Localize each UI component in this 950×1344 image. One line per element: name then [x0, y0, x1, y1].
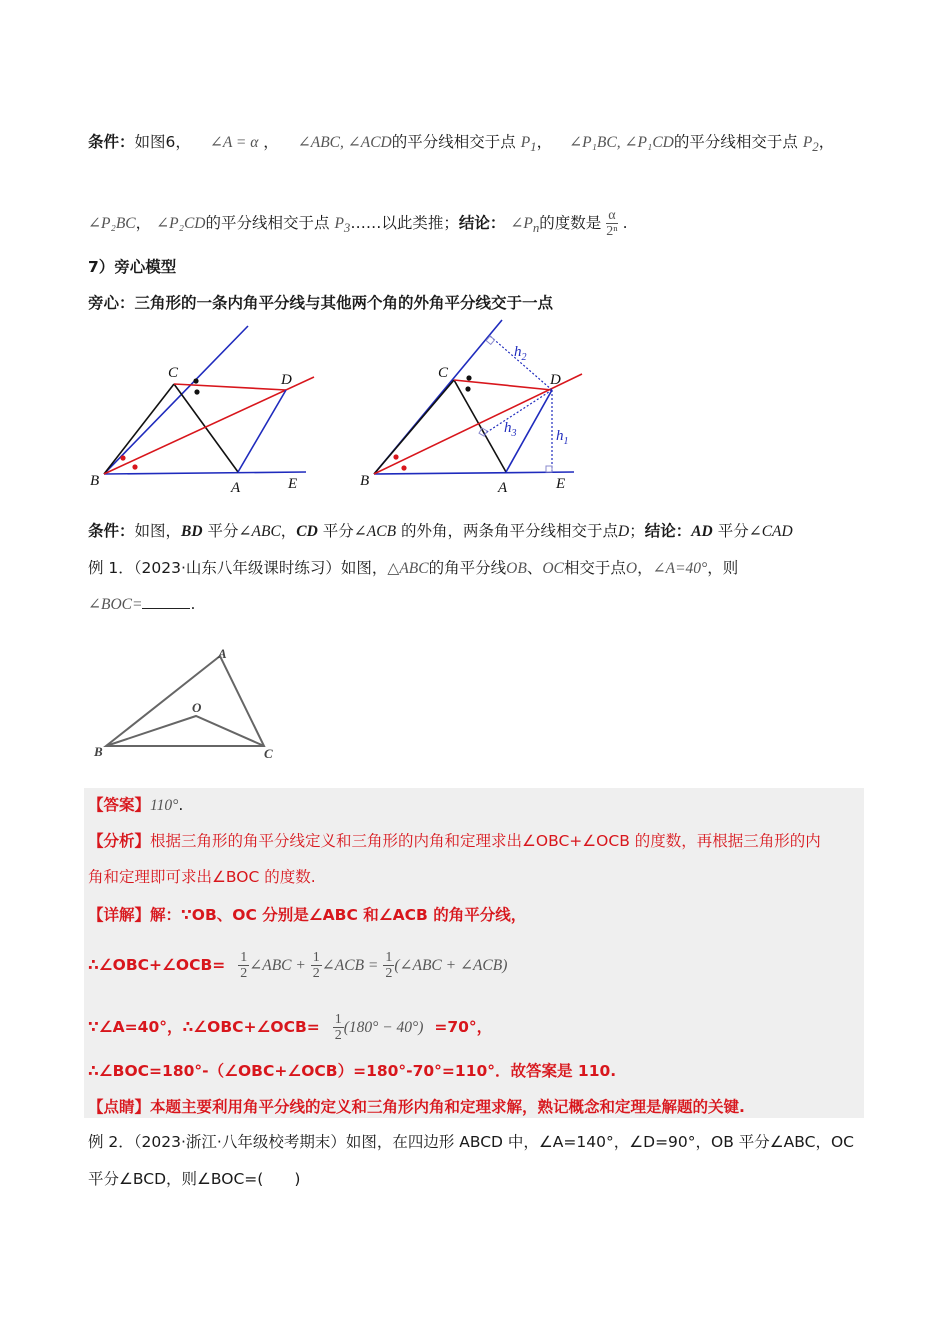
label-h2: $h_2$ [514, 344, 527, 363]
detail-line: 【详解】解：∵OB、OC 分别是∠ABC 和∠ACB 的角平分线， [88, 906, 527, 924]
section-definition: 旁心：三角形的一条内角平分线与其他两个角的外角平分线交于一点 [88, 294, 554, 312]
label-d: D [281, 372, 292, 388]
label-a: A [498, 480, 508, 496]
label-h3: $h_3$ [504, 420, 517, 439]
step2-line: ∵∠A=40°，∴∠OBC+∠OCB= $\frac{1}{2}$ (180° − 40°) =70°， [88, 1012, 493, 1043]
alpha-over-2n-fraction: $\frac{\alpha}{\text{2ⁿ}}$ [606, 208, 618, 239]
example1-figure [88, 642, 288, 772]
cond6-label: 条件： [88, 133, 135, 151]
label-a: A [218, 646, 227, 661]
excenter-figure-right [356, 316, 596, 500]
step1-line: ∴∠OBC+∠OCB= $\frac{1}{2}$ ∠ABC + $\frac{1}{2}$ ∠ACB = $\frac{1}{2}$ (∠ABC + ∠ACB) [88, 950, 508, 981]
answer-blank [142, 594, 190, 609]
pointer-line: 【点睛】本题主要利用角平分线的定义和三角形内角和定理求解，熟记概念和定理是解题的关键. [88, 1098, 745, 1116]
label-b: B [360, 473, 370, 489]
label-b: B [94, 744, 103, 759]
label-a: A [231, 480, 241, 496]
label-c: C [264, 746, 273, 761]
analysis-line1: 【分析】根据三角形的角平分线定义和三角形的内角和定理求出∠OBC+∠OCB 的度数，再根据三角形的内 [88, 832, 821, 850]
label-c: C [168, 365, 179, 381]
excenter-figure-left [86, 320, 326, 500]
example2-line1: 例 2．（2023·浙江·八年级校考期末）如图，在四边形 ABCD 中，∠A=140°，∠D=90°，OB 平分∠ABC，OC [88, 1133, 854, 1151]
label-h1: $h_1$ [556, 428, 569, 447]
example2-line2: 平分∠BCD，则∠BOC=( ) [88, 1170, 301, 1188]
example1-line2: ∠BOC= . [88, 595, 196, 613]
label-b: B [90, 473, 100, 489]
section-heading: 7）旁心模型 [88, 258, 177, 276]
label-e: E [288, 476, 298, 492]
step3-line: ∴∠BOC=180°-（∠OBC+∠OCB）=180°-70°=110°．故答案是 110. [88, 1062, 617, 1080]
label-d: D [550, 372, 561, 388]
answer-line: 【答案】110°. [88, 796, 184, 814]
analysis-line2: 角和定理即可求出∠BOC 的度数. [88, 868, 316, 886]
cond6-line2: ∠P₂BC， ∠P₂CD的平分线相交于点 $P_3\dots\dots$以此类推；结论： $\angle P_n$的度数是 $\frac{\alpha}{\text{2ⁿ}}$ . [88, 208, 628, 239]
cond7-line: 条件：如图，BD 平分∠ABC，CD 平分∠ACB 的外角，两条角平分线相交于点D；结论：AD 平分∠CAD [88, 522, 793, 540]
cond6-line1: 条件：如图6， ∠A = α ， ∠ABC, ∠ACD的平分线相交于点 $P_1$， ∠P₁BC, ∠P₁CD的平分线相交于点 $P_2$， [88, 133, 835, 155]
example1-line1: 例 1．（2023·山东八年级课时练习）如图，△ABC的角平分线OB、OC相交于点O，∠A=40°，则 [88, 559, 739, 577]
label-e: E [556, 476, 566, 492]
label-o: O [192, 700, 202, 715]
label-c: C [438, 365, 449, 381]
angle-a-alpha: ∠A = α [209, 134, 259, 151]
